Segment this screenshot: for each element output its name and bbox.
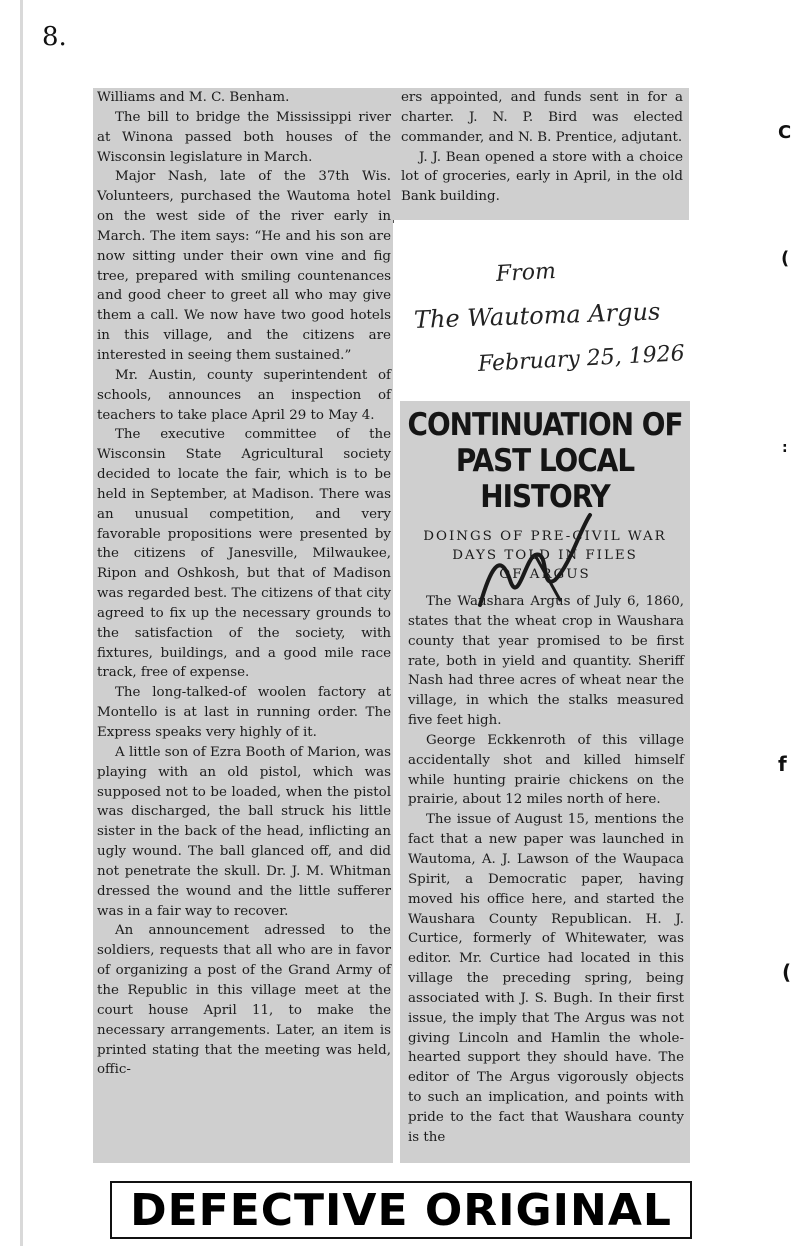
edge-mark: f — [778, 752, 787, 776]
paragraph: Williams and M. C. Benham. — [97, 90, 290, 105]
edge-mark: ( — [781, 248, 790, 269]
defective-original-banner: DEFECTIVE ORIGINAL — [110, 1181, 692, 1239]
column-right-top-text — [393, 88, 689, 207]
paragraph: The issue of August 15, mentions the fact that a new paper was launched in Wautoma, A. J. Lawson of the Waupaca Spirit, a Democratic paper, having moved his office here, and started the Waushara County Republican. H. J. Curtice, formerly of Whitewater, was editor. Mr. Curtice had located in this village the preceding spring, being associated with J. S. Bugh. In their first issue, the imply that The Argus was not giving Lincoln and Hamlin the whole-hearted support they should have. The editor of The Argus vigorously objects to such an implication, and points with pride to the fact that Waushara county is the — [408, 812, 684, 1145]
paragraph: A little son of Ezra Booth of Marion, was playing with an old pistol, which was supposed not to be loaded, when the pistol was discharged, the ball struck his little sister in the back of the head, inflicting an ugly wound. The ball glanced off, and did not penetrate the skull. Dr. J. M. Whitman dressed the wound and the little sufferer was in a fair way to recover. — [97, 744, 391, 919]
column-left-text — [93, 88, 393, 1080]
page-edge — [20, 0, 23, 1246]
page-number: 8. — [42, 22, 67, 52]
paragraph: The long-talked-of woolen factory at Montello is at last in running order. The Express speaks very highly of it. — [97, 685, 391, 740]
paragraph: An announcement adressed to the soldiers, requests that all who are in favor of organizing a post of the Grand Army of the Republic in this village meet at the court house April 11, to make the necessary arrangements. Later, an item is printed stating that the meeting was held, offic- — [97, 923, 391, 1078]
edge-mark: C — [778, 122, 792, 143]
paragraph: The executive committee of the Wisconsin State Agricultural society decided to locate the fair, which is to be held in September, at Madison. There was an unusual competition, and very favorable propositions were presented by the citizens of Janesville, Milwaukee, Ripon and Oshkosh, but that of Madison was regarded best. The citizens of that city agreed to fix up the necessary grounds to the satisfaction of the society, with fixtures, buildings, and a good mile race track, free of expense. — [97, 427, 391, 681]
handwritten-note-line3: February 25, 1926 — [477, 341, 686, 377]
paragraph: J. J. Bean opened a store with a choice lot of groceries, early in April, in the old Bank building. — [401, 149, 683, 205]
subhead-line: DOINGS OF PRE-CIVIL WAR — [423, 529, 667, 544]
paragraph: ers appointed, and funds sent in for a charter. J. N. P. Bird was elected commander, and N. B. Prentice, adjutant. — [401, 90, 683, 145]
paragraph: Major Nash, late of the 37th Wis. Volunteers, purchased the Wautoma hotel on the west side of the river early in March. The item says: “He and his son are now sitting under their own vine and fig tree, prepared with smiling countenances and good cheer to greet all who may give them a call. We now have two good hotels in this village, and the citizens are interested in seeing them sustained.” — [97, 169, 391, 363]
headline-line: CONTINUATION OF — [407, 407, 683, 443]
paragraph: The bill to bridge the Mississippi river at Winona passed both houses of the Wisconsin legislature in March. — [97, 109, 391, 165]
paragraph: The Waushara Argus of July 6, 1860, states that the wheat crop in Waushara county that year promised to be first rate, both in yield and quantity. Sheriff Nash had three acres of wheat near the village, in which the stalks measured five feet high. — [408, 594, 684, 729]
handwritten-note-line2: The Wautoma Argus — [413, 297, 661, 334]
handwritten-note-line1: From — [495, 258, 557, 287]
headline-line: PAST LOCAL HISTORY — [455, 443, 635, 515]
edge-mark: : — [782, 440, 788, 456]
edge-mark: ( — [782, 960, 792, 984]
paragraph: George Eckkenroth of this village accidentally shot and killed himself while hunting prairie chickens on the prairie, about 12 miles north of here. — [408, 732, 684, 808]
article-body — [400, 592, 690, 1148]
subhead-line: OF ARGUS — [499, 567, 591, 582]
clipping-column-right-top — [393, 88, 689, 220]
clipping-column-left — [93, 88, 393, 1163]
paragraph: Mr. Austin, county superintendent of schools, announces an inspection of teachers to take place April 29 to May 4. — [97, 367, 391, 423]
handwritten-scribble — [440, 510, 640, 620]
article-headline — [400, 407, 690, 515]
subhead-line: DAYS TOLD IN FILES — [452, 548, 638, 563]
